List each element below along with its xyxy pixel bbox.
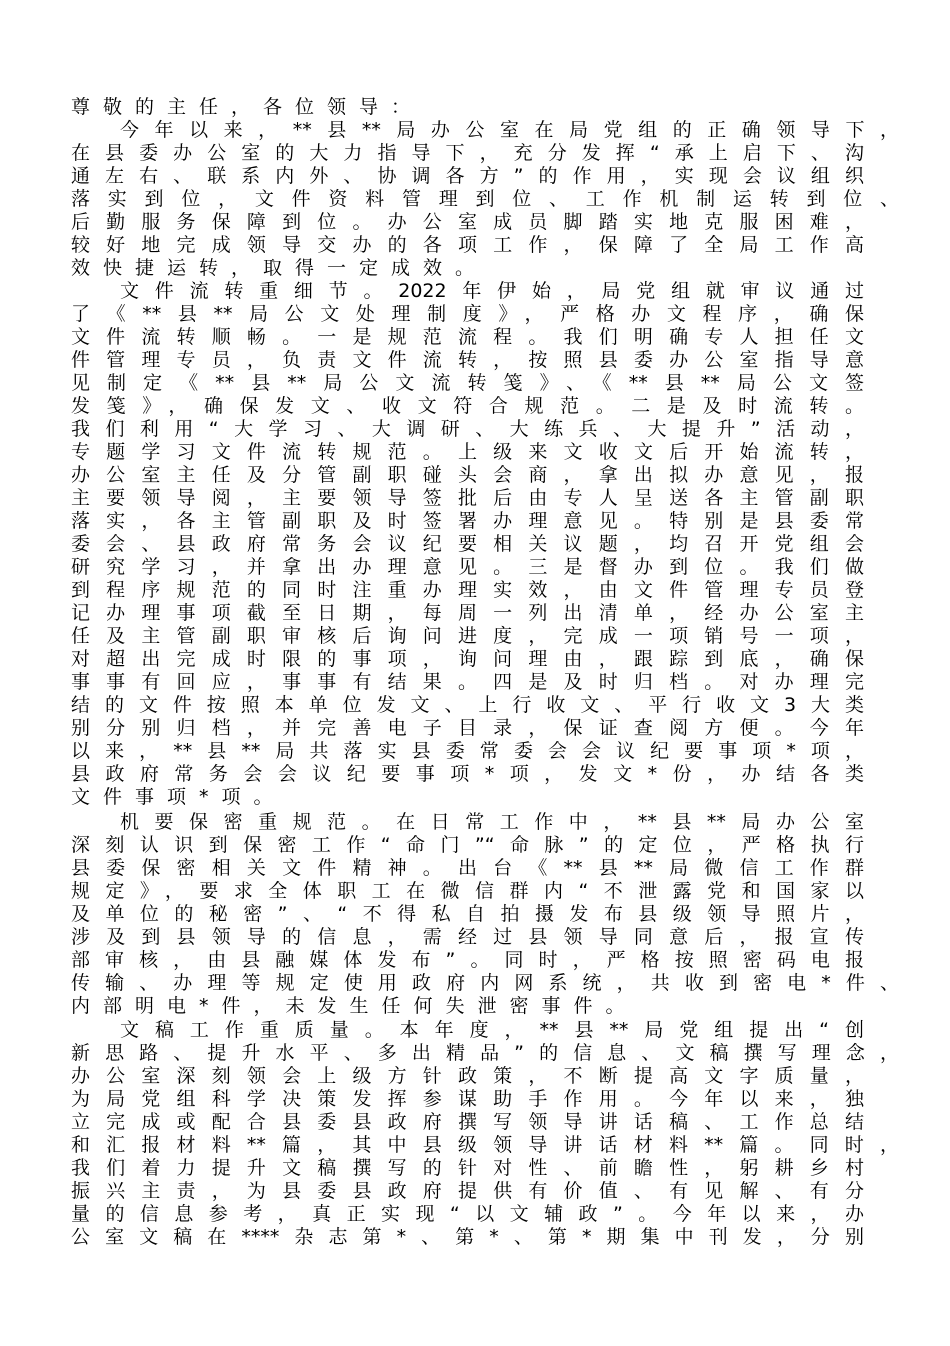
text-line: 结的文件按照本单位发文、上行收文、平行收文3大类 xyxy=(71,694,864,716)
text-line: 传输、办理等规定使用政府内网系统，共收到密电*件、 xyxy=(71,972,899,994)
text-line: 及单位的秘密”、“不得私自拍摄发布县级领导照片， xyxy=(71,903,864,925)
text-line: 发笺》，确保发文、收文符合规范。二是及时流转。 xyxy=(71,395,864,417)
text-line: 新思路、提升水平、多出精品”的信息、文稿撰写理念， xyxy=(71,1042,899,1064)
text-line: 件管理专员，负责文件流转，按照县委办公室指导意 xyxy=(71,349,864,371)
text-line: 我们利用“大学习、大调研、大练兵、大提升”活动， xyxy=(71,418,864,440)
text-line: 落实，各主管副职及时签署办理意见。特别是县委常 xyxy=(71,510,864,532)
text-line: 振兴主责，为县委县政府提供有价值、有见解、有分 xyxy=(71,1180,864,1202)
section-heading-line: 文件流转重细节。2022年伊始，局党组就审议通过 xyxy=(120,280,864,302)
text-line: 研究学习，并拿出办理意见。三是督办到位。我们做 xyxy=(71,556,864,578)
text-line: 记办理事项截至日期，每周一列出清单，经办公室主 xyxy=(71,602,864,624)
text-line: 事事有回应，事事有结果。四是及时归档。对办理完 xyxy=(71,671,864,693)
text-line: 立完成或配合县委县政府撰写领导讲话稿、工作总结 xyxy=(71,1111,864,1133)
text-line: 办公室深刻领会上级方针政策，不断提高文字质量， xyxy=(71,1065,864,1087)
text-line: 公室文稿在****杂志第*、第*、第*期集中刊发，分别 xyxy=(71,1226,864,1248)
section-heading-line: 文稿工作重质量。本年度，**县**局党组提出“创 xyxy=(120,1019,864,1041)
text-line: 县委保密相关文件精神。出台《**县**局微信工作群 xyxy=(71,857,864,879)
text-line: 量的信息参考，真正实现“以文辅政”。今年以来，办 xyxy=(71,1203,864,1225)
text-line: 委会、县政府常务会议纪要相关议题，均召开党组会 xyxy=(71,533,864,555)
text-line: 别分别归档，并完善电子目录，保证查阅方便。今年 xyxy=(71,717,864,739)
text-line: 为局党组科学决策发挥参谋助手作用。今年以来，独 xyxy=(71,1088,864,1110)
text-line: 我们着力提升文稿撰写的针对性、前瞻性，躬耕乡村 xyxy=(71,1157,864,1179)
text-line: 今年以来，**县**局办公室在局党组的正确领导下， xyxy=(120,119,899,141)
text-line: 深刻认识到保密工作“命门”“命脉”的定位，严格执行 xyxy=(71,834,864,856)
text-line: 主要领导阅，主要领导签批后由专人呈送各主管副职 xyxy=(71,487,864,509)
text-line: 专题学习文件流转规范。上级来文收文后开始流转， xyxy=(71,441,864,463)
text-line: 文件流转顺畅。一是规范流程。我们明确专人担任文 xyxy=(71,326,864,348)
text-line: 在县委办公室的大力指导下，充分发挥“承上启下、沟 xyxy=(71,142,864,164)
text-line: 县政府常务会会议纪要事项*项，发文*份，办结各类 xyxy=(71,763,864,785)
text-line: 后勤服务保障到位。办公室成员脚踏实地克服困难， xyxy=(71,211,864,233)
salutation-line: 尊敬的主任，各位领导： xyxy=(71,96,424,118)
text-line: 通左右、联系内外、协调各方”的作用，实现会议组织 xyxy=(71,165,864,187)
text-line: 部审核，由县融媒体发布”。同时，严格按照密码电报 xyxy=(71,949,864,971)
text-line: 较好地完成领导交办的各项工作，保障了全局工作高 xyxy=(71,234,864,256)
text-line: 以来，**县**局共落实县委常委会会议纪要事项*项， xyxy=(71,740,864,762)
text-line: 办公室主任及分管副职碰头会商，拿出拟办意见，报 xyxy=(71,464,864,486)
text-line: 落实到位，文件资料管理到位、工作机制运转到位、 xyxy=(71,188,899,210)
text-line: 见制定《**县**局公文流转笺》、《**县**局公文签 xyxy=(71,372,864,394)
text-line: 对超出完成时限的事项，询问理由，跟踪到底，确保 xyxy=(71,648,864,670)
text-line: 到程序规范的同时注重办理实效，由文件管理专员登 xyxy=(71,579,864,601)
text-line: 了《**县**局公文处理制度》，严格办文程序，确保 xyxy=(71,303,864,325)
text-line: 内部明电*件，未发生任何失泄密事件。 xyxy=(71,995,638,1017)
text-line: 涉及到县领导的信息，需经过县领导同意后，报宣传 xyxy=(71,926,864,948)
text-line: 和汇报材料**篇，其中县级领导讲话材料**篇。同时， xyxy=(71,1134,899,1156)
section-heading-line: 机要保密重规范。在日常工作中，**县**局办公室 xyxy=(120,811,864,833)
text-line: 任及主管副职审核后询问进度，完成一项销号一项， xyxy=(71,625,864,647)
text-line: 效快捷运转，取得一定成效。 xyxy=(71,257,488,279)
text-line: 规定》，要求全体职工在微信群内“不泄露党和国家以 xyxy=(71,880,864,902)
text-line: 文件事项*项。 xyxy=(71,786,286,808)
